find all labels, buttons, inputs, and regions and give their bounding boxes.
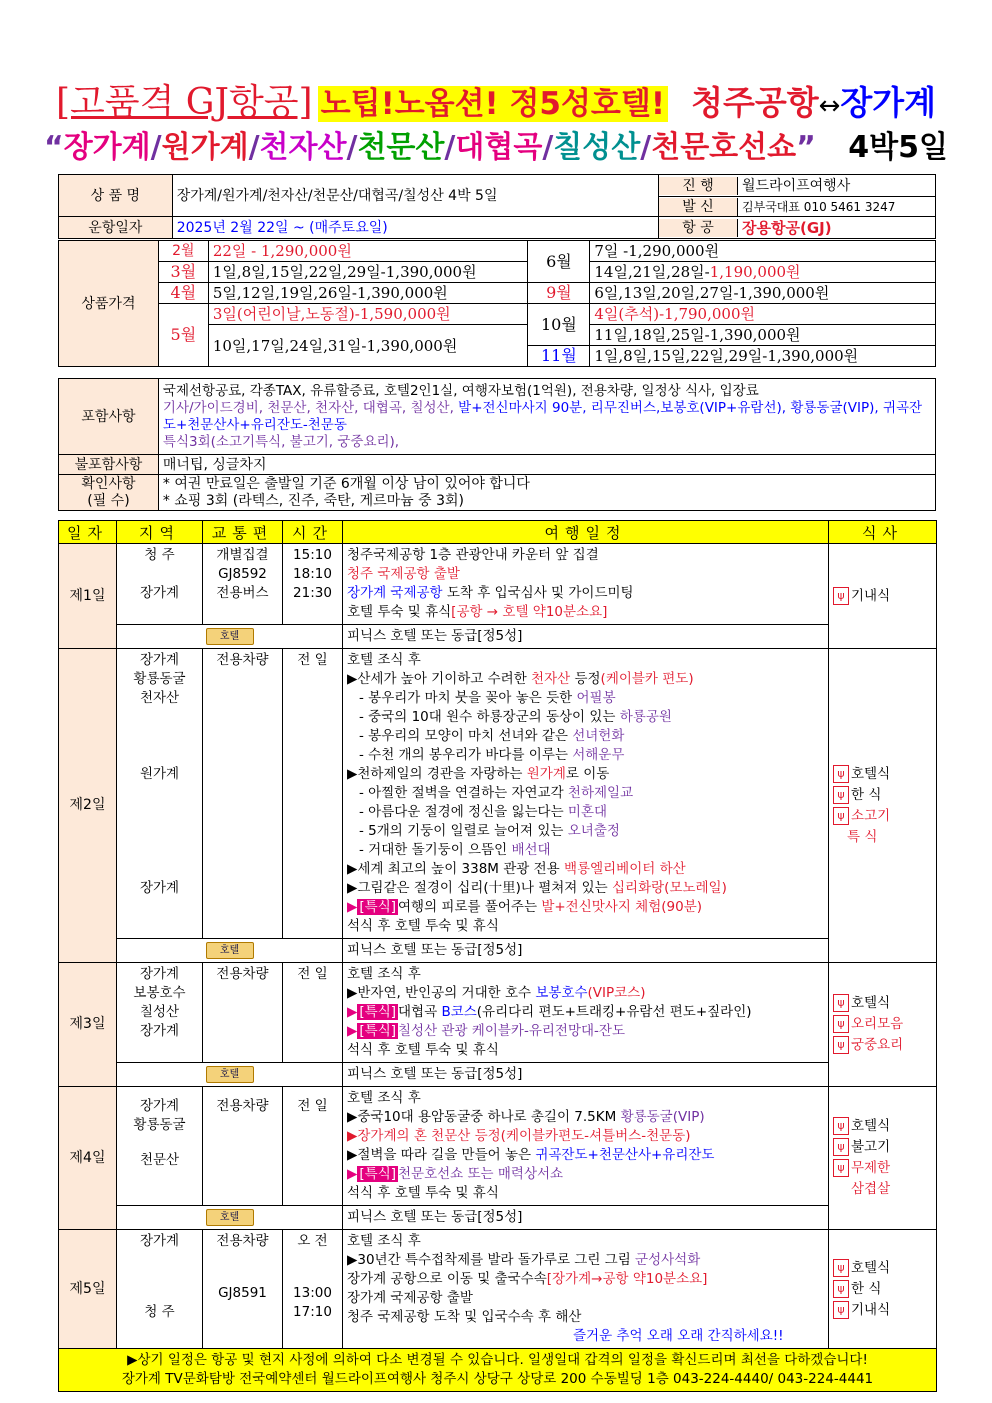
hotel-icon-cell (117, 625, 343, 649)
included-text (158, 379, 935, 455)
meal: 궁중요리 (851, 1037, 904, 1053)
itinerary-highlight: 칠성산 관광 케이블카-유리전망대-잔도 (398, 1023, 625, 1039)
price-feb: 22일 - 1,290,000원 (208, 241, 528, 262)
itinerary-highlight: 원가계 (526, 766, 566, 782)
hotel-icon: 호텔 (206, 1066, 254, 1083)
itinerary-highlight: 보봉호수 (535, 985, 588, 1001)
product-name: 장가계/원가계/천자산/천문산/대협곡/칠성산 4박 5일 (172, 175, 658, 217)
itinerary-cell: 호텔 조식 후 ▶중국10대 용암동굴중 하나로 총길이 7.5KM 황룡동굴(VIP) ▶장가계의 혼 천문산 등정(케이블카편도-셔틀버스-천문동) ▶절벽을 따라 길을 만들어 놓은 귀곡잔도+천문산사+유리잔도 ▶ [특식] 천문호선쇼 또는 매력상서쇼 석식 후 호텔 투숙 및 휴식 (343, 1087, 829, 1206)
price-may-2: 10일,17일,24일,31일-1,390,000원 (208, 325, 528, 367)
month-sep: 9월 (528, 283, 590, 304)
month-jun: 6월 (528, 241, 590, 283)
meal: 호텔식 (851, 995, 891, 1011)
meal: 오리모음 (851, 1016, 904, 1032)
itinerary-line: - 5개의 기둥이 일렬로 늘어져 있는 (359, 823, 568, 839)
subtitle-sep: / (640, 130, 652, 165)
confirm-text (158, 475, 935, 511)
schedule-table (58, 520, 937, 1392)
transport-cell (203, 649, 283, 939)
header-meal: 식사 (829, 521, 937, 544)
itinerary-highlight: (모노레일) (664, 880, 727, 896)
fork-knife-icon: ψ (833, 1015, 849, 1033)
itinerary-cell: 호텔 조식 후 ▶산세가 높아 기이하고 수려한 천자산 등정(케이블카 편도) - 봉우리가 마치 붓을 꽂아 놓은 듯한 어필봉 - 중국의 10대 원수 하룡장군의 동상이 있는 하룡공원 - 봉우리의 모양이 마치 선녀와 같은 선녀헌화 - 수천 개의 봉우리가 바다를 이루는 서해운무 ▶천하제일의 경관을 자랑하는 원가계로 이동 - 아찔한 절벽을 연결하는 자연교각 천하제일교 - 아름다운 절경에 정신을 잃는다는 미혼대 - 5개의 기둥이 일렬로 늘어져 있는 오녀출정 - 거대한 돌기둥이 으뜸인 배선대 ▶세계 최고의 높이 338M 관광 전용 백룡엘리베이터 하산 ▶그림같은 절경이 십리(十里)나 펼쳐져 있는 십리화랑(모노레일) ▶ [특식] 여행의 피로를 풀어주는 발+전신맛사지 체험(90분) 석식 후 호텔 투숙 및 휴식 (343, 649, 829, 939)
itinerary-line: - 거대한 돌기둥이 으뜸인 (359, 842, 512, 858)
confirm-label-1: 확인사항 (81, 475, 136, 492)
itinerary-cell (343, 1230, 829, 1349)
itinerary-line: 석식 후 호텔 투숙 및 휴식 (347, 1042, 499, 1058)
fork-knife-icon: ψ (833, 786, 849, 804)
included-line: 기사/가이드경비, 천문산, 천자산, 대협곡, 칠성산, (162, 399, 454, 416)
itinerary-highlight: B코스 (441, 1004, 477, 1020)
region: 원가계 (139, 766, 180, 782)
confirm-line: * 쇼핑 3회 (라텍스, 진주, 죽탄, 게르마늄 중 3회) (162, 492, 464, 509)
itinerary-line: 청주 국제공항 도착 및 입국수속 후 해산 (347, 1309, 582, 1325)
confirm-label-2: (필 수) (87, 492, 130, 509)
subtitle-item: 칠성산 (553, 130, 641, 165)
region-cell (117, 1230, 203, 1349)
day-label: 제3일 (59, 963, 117, 1087)
transport-cell (203, 1087, 283, 1206)
footer-line: ▶상기 일정은 항공 및 현지 사정에 의하여 다소 변경될 수 있습니다. 일생일대 갑격의 일정을 확신드리며 최선을 다하겠습니다! (127, 1352, 868, 1368)
subtitle-item: 원가계 (161, 130, 249, 165)
region: 청 주 (144, 1304, 175, 1320)
itinerary-highlight: (케이블카편도-셔틀버스-천문동) (500, 1128, 691, 1144)
itinerary-highlight: 미혼대 (567, 804, 608, 820)
time: 오 전 (297, 1233, 328, 1249)
itinerary-line: ▶세계 최고의 높이 338M 관광 전용 (347, 861, 564, 877)
day-label: 제2일 (59, 649, 117, 963)
itinerary-line: - 아름다운 절경에 정신을 잃는다는 (359, 804, 568, 820)
price-oct-1: 4일(추석)-1,790,000원 (590, 304, 936, 325)
title-route-b: 장가계 (840, 83, 937, 122)
itinerary-highlight: 즐거운 추억 오래 오래 간직하세요!! (573, 1328, 784, 1344)
month-may: 5월 (158, 304, 208, 367)
price-may-1: 3일(어린이날,노동절)-1,590,000원 (208, 304, 528, 325)
itinerary-highlight: 선녀헌화 (572, 728, 625, 744)
region: 천자산 (139, 690, 180, 706)
transport-cell (203, 1230, 283, 1349)
hotel-icon-cell (117, 1206, 343, 1230)
subtitle-sep: / (542, 130, 554, 165)
fork-knife-icon: ψ (833, 1138, 849, 1156)
price-jun-2: 14일,21일,28일- (594, 263, 710, 281)
itinerary-line: 청주 국제공항 출발 (347, 566, 460, 582)
time: 21:30 (293, 585, 332, 601)
time-cell (283, 544, 343, 625)
transport: GJ8591 (218, 1285, 267, 1301)
fork-knife-icon: ψ (833, 1117, 849, 1135)
excluded-label: 불포함사항 (59, 455, 159, 475)
special-tag: [특식] (359, 1004, 397, 1020)
itinerary-line: 석식 후 호텔 투숙 및 휴식 (347, 918, 499, 934)
time-cell (283, 963, 343, 1063)
time: 전 일 (297, 1098, 328, 1114)
itinerary-highlight: (VIP코스) (587, 985, 646, 1001)
included-label: 포함사항 (59, 379, 159, 455)
itinerary-highlight: 배선대 (511, 842, 551, 858)
hotel-icon: 호텔 (206, 628, 254, 645)
price-apr: 5일,12일,19일,26일-1,390,000원 (208, 283, 528, 304)
region: 청 주 (144, 547, 175, 563)
transport: 전용차량 (216, 1233, 269, 1249)
special-tag: [특식] (359, 899, 397, 915)
subtitle-item: 천문산 (357, 130, 445, 165)
info-table (58, 174, 936, 239)
subtitle-sep: / (150, 130, 162, 165)
meal: 무제한 (851, 1160, 891, 1176)
itinerary-line: ▶그림같은 절경이 십리(十里)나 펼쳐져 있는 (347, 880, 612, 896)
itinerary-highlight: 천하제일교 (567, 785, 634, 801)
subtitle (0, 122, 992, 166)
fork-knife-icon: ψ (833, 994, 849, 1012)
transport: 전용차량 (216, 1098, 269, 1114)
price-label: 상품가격 (59, 241, 159, 367)
price-sep: 6일,13일,20일,27일-1,390,000원 (590, 283, 936, 304)
itinerary-highlight: 군성사석화 (635, 1252, 701, 1268)
hotel-icon-cell (117, 1063, 343, 1087)
region: 보봉호수 (133, 985, 186, 1001)
meal: 호텔식 (851, 1118, 891, 1134)
hotel-icon-cell (117, 939, 343, 963)
itinerary-line: 여행의 피로를 풀어주는 (398, 899, 542, 915)
date-value: 2025년 2월 22일 ~ (매주토요일) (172, 217, 658, 239)
title-no-tip: 노팁!노옵션! 정5성호텔! (318, 86, 668, 122)
meal-cell (829, 1230, 937, 1349)
subtitle-sep: / (248, 130, 260, 165)
header-itinerary: 여행일정 (343, 521, 829, 544)
itinerary-line: - 봉우리가 마치 붓을 꽂아 놓은 듯한 (359, 690, 577, 706)
meal: 소고기 (851, 807, 891, 824)
region-cell (117, 544, 203, 625)
itinerary-line: 석식 후 호텔 투숙 및 휴식 (347, 1185, 499, 1201)
itinerary-line: 호텔 조식 후 (347, 652, 421, 668)
meal-cell (829, 1087, 937, 1230)
fork-knife-icon: ψ (833, 807, 849, 825)
meal: 한 식 (851, 786, 882, 803)
fork-knife-icon: ψ (833, 1301, 849, 1319)
meal: 기내식 (851, 1301, 891, 1318)
title-route-a: 청주공항 (691, 83, 819, 122)
meal-cell (829, 544, 937, 649)
price-jun-2-red: 1,190,000원 (709, 263, 801, 281)
header-time: 시간 (283, 521, 343, 544)
time: 18:10 (293, 566, 332, 582)
transport: GJ8592 (218, 566, 267, 582)
transport-cell (203, 963, 283, 1063)
month-apr: 4월 (158, 283, 208, 304)
included-line: 특식3회(소고기특식, 불고기, 궁중요리), (162, 433, 400, 450)
region: 황룡동굴 (133, 671, 186, 687)
region: 장가계 (139, 1233, 180, 1249)
itinerary-highlight: 장가계 국제공항 (347, 585, 443, 601)
terms-table (58, 378, 936, 511)
hotel-line: 피닉스 호텔 또는 동급[정5성] (343, 625, 829, 649)
meal: 특 식 (847, 828, 878, 845)
month-mar: 3월 (158, 262, 208, 283)
itinerary-line: 장가계 공항으로 이동 및 출국수속 (347, 1271, 547, 1287)
itinerary-line: (유리다리 편도+트래킹+유람선 편도+짚라인) (476, 1004, 752, 1020)
itinerary-highlight: 하룡공원 (619, 709, 672, 725)
itinerary-line: 등정 (570, 671, 601, 687)
price-mar: 1일,8일,15일,22일,29일-1,390,000원 (208, 262, 528, 283)
special-tag: [특식] (359, 1166, 397, 1182)
header-day: 일자 (59, 521, 117, 544)
month-oct: 10월 (528, 304, 590, 346)
time: 13:00 (293, 1285, 332, 1301)
itinerary-line: - 수천 개의 봉우리가 바다를 이루는 (359, 747, 573, 763)
itinerary-line: ▶산세가 높아 기이하고 수려한 (347, 671, 532, 687)
itinerary-highlight: 십리화랑 (612, 880, 665, 896)
product-label: 상 품 명 (59, 175, 173, 217)
itinerary-highlight: 귀곡잔도+천문산사+유리잔도 (535, 1147, 715, 1163)
price-nov: 1일,8일,15일,22일,29일-1,390,000원 (590, 346, 936, 367)
included-line: 발+전신마사지 90분, 리무진버스,보봉호(VIP+유람선), 황룡동굴(VIP), 귀곡잔도+천문산사+유리잔도-천문동 (162, 399, 923, 433)
fork-knife-icon: ψ (833, 765, 849, 783)
subtitle-item: 천자산 (259, 130, 347, 165)
itinerary-line: ▶천하제일의 경관을 자랑하는 (347, 766, 527, 782)
transport: 전용차량 (216, 966, 269, 982)
time-cell (283, 1230, 343, 1349)
subtitle-quote-open: “ (43, 130, 64, 165)
transport-cell (203, 544, 283, 625)
hotel-icon: 호텔 (206, 942, 254, 959)
itinerary-highlight: ▶장가계의 혼 천문산 등정 (347, 1128, 501, 1144)
itinerary-highlight: (90분) (661, 899, 703, 915)
itinerary-line: ▶절벽을 따라 길을 만들어 놓은 (347, 1147, 536, 1163)
itinerary-line: 호텔 투숙 및 휴식 (347, 604, 452, 620)
itinerary-line: ▶중국10대 용암동굴중 하나로 총길이 7.5KM (347, 1109, 621, 1125)
day-label: 제1일 (59, 544, 117, 649)
subtitle-item: 천문호선쇼 (651, 130, 797, 165)
region: 장가계 (139, 1023, 180, 1039)
meal: 한 식 (851, 1280, 882, 1297)
meal: 불고기 (851, 1139, 891, 1155)
confirm-label (59, 475, 159, 511)
airline-label: 항 공 (659, 219, 738, 237)
subtitle-quote-close: ” (796, 130, 816, 165)
region-cell (117, 1087, 203, 1206)
footer-note (59, 1349, 937, 1392)
subtitle-sep: / (444, 130, 456, 165)
itinerary-highlight: [공항 → 호텔 약10분소요] (451, 604, 608, 620)
fork-knife-icon: ψ (833, 1159, 849, 1177)
itinerary-highlight: 백룡엘리베이터 하산 (564, 861, 686, 877)
region: 장가계 (139, 585, 180, 601)
meal: 기내식 (851, 587, 891, 604)
confirm-line: * 여권 만료일은 출발일 기준 6개월 이상 남이 있어야 합니다 (162, 475, 530, 492)
header-region: 지역 (117, 521, 203, 544)
time: 17:10 (293, 1304, 332, 1320)
transport: 전용차량 (216, 652, 269, 668)
fork-knife-icon: ψ (833, 1036, 849, 1054)
transport: 전용버스 (216, 585, 269, 601)
progress-label: 진 행 (659, 177, 738, 195)
progress-value: 월드라이프여행사 (742, 177, 851, 194)
fork-knife-icon: ψ (833, 587, 849, 605)
time: 전 일 (297, 652, 328, 668)
region-cell (117, 963, 203, 1063)
title-arrow: ↔ (818, 91, 841, 121)
time: 전 일 (297, 966, 328, 982)
main-title (0, 74, 992, 125)
airline-value: 장용항공(GJ) (742, 218, 832, 237)
region: 황룡동굴 (133, 1117, 186, 1133)
itinerary-line: - 중국의 10대 원수 하룡장군의 동상이 있는 (359, 709, 620, 725)
region: 천문산 (139, 1152, 180, 1168)
subtitle-nights: 4박5일 (848, 130, 949, 165)
region: 장가계 (139, 966, 180, 982)
included-line: 국제선항공료, 각종TAX, 유류할증료, 호텔2인1실, 여행자보험(1억원), 전용차량, 일정상 식사, 입장료 (162, 382, 759, 399)
hotel-icon: 호텔 (206, 1209, 254, 1226)
time: 15:10 (293, 547, 332, 563)
region-cell (117, 649, 203, 939)
price-table (58, 240, 936, 367)
hotel-line: 피닉스 호텔 또는 동급[정5성] (343, 1063, 829, 1087)
footer-line: 장가계 TV문화탐방 전국예약센터 월드라이프여행사 청주시 상당구 상당로 200 수동빌딩 1층 043-224-4440/ 043-224-4441 (121, 1371, 874, 1387)
title-gj: [고품격 GJ항공] (55, 82, 313, 123)
time-cell (283, 649, 343, 939)
fork-knife-icon: ψ (833, 1280, 849, 1298)
header-transport: 교통편 (203, 521, 283, 544)
meal: 삼겹살 (851, 1181, 891, 1197)
transport: 개별집결 (216, 547, 269, 563)
subtitle-sep: / (346, 130, 358, 165)
meal-cell (829, 963, 937, 1087)
meal: 호텔식 (851, 765, 891, 782)
itinerary-highlight: 오녀출정 (567, 823, 620, 839)
time-cell (283, 1087, 343, 1206)
hotel-line: 피닉스 호텔 또는 동급[정5성] (343, 939, 829, 963)
region: 장가계 (139, 1098, 180, 1114)
itinerary-line: 로 이동 (565, 766, 610, 782)
sender-value: 김부국대표 010 5461 3247 (742, 199, 896, 214)
region: 칠성산 (139, 1004, 180, 1020)
itinerary-highlight: 황룡동굴(VIP) (620, 1109, 705, 1125)
itinerary-line: 호텔 조식 후 (347, 966, 421, 982)
itinerary-line: 도착 후 입국심사 및 가이드미팅 (442, 585, 634, 601)
itinerary-line: ▶반자연, 반인공의 거대한 호수 (347, 985, 536, 1001)
itinerary-line: 호텔 조식 후 (347, 1090, 421, 1106)
itinerary-highlight: 천문호선쇼 또는 매력상서쇼 (398, 1166, 564, 1182)
hotel-line: 피닉스 호텔 또는 동급[정5성] (343, 1206, 829, 1230)
itinerary-line: 호텔 조식 후 (347, 1233, 421, 1249)
month-nov: 11월 (528, 346, 590, 367)
price-oct-2: 11일,18일,25일-1,390,000원 (590, 325, 936, 346)
subtitle-item: 대협곡 (455, 130, 543, 165)
month-feb: 2월 (158, 241, 208, 262)
price-jun-1: 7일 -1,290,000원 (590, 241, 936, 262)
itinerary-cell (343, 544, 829, 625)
special-tag: [특식] (359, 1023, 397, 1039)
itinerary-highlight: (케이블카 편도) (600, 671, 694, 687)
itinerary-highlight: 서해운무 (572, 747, 625, 763)
region: 장가계 (139, 880, 180, 896)
itinerary-highlight: 어필봉 (576, 690, 616, 706)
itinerary-line: - 봉우리의 모양이 마치 선녀와 같은 (359, 728, 573, 744)
itinerary-highlight: 발+전신맛사지 체험 (541, 899, 662, 915)
date-label: 운항일자 (59, 217, 173, 239)
day-label: 제4일 (59, 1087, 117, 1230)
itinerary-line: 장가계 국제공항 출발 (347, 1290, 473, 1306)
excluded-text: 매너팁, 싱글차지 (158, 455, 935, 475)
meal-cell (829, 649, 937, 963)
itinerary-line: 대협곡 (398, 1004, 442, 1020)
itinerary-highlight: 천자산 (531, 671, 571, 687)
day-label: 제5일 (59, 1230, 117, 1349)
itinerary-line: 청주국제공항 1층 관광안내 카운터 앞 집결 (347, 547, 599, 563)
fork-knife-icon: ψ (833, 1259, 849, 1277)
subtitle-item: 장가계 (63, 130, 151, 165)
itinerary-cell: 호텔 조식 후 ▶반자연, 반인공의 거대한 호수 보봉호수(VIP코스) ▶ [특식] 대협곡 B코스(유리다리 편도+트래킹+유람선 편도+짚라인) ▶ [특식] 칠성산 관광 케이블카-유리전망대-잔도 석식 후 호텔 투숙 및 휴식 (343, 963, 829, 1063)
itinerary-line: - 아찔한 절벽을 연결하는 자연교각 (359, 785, 568, 801)
itinerary-line: ▶30년간 특수접착제를 발라 돌가루로 그린 그림 (347, 1252, 636, 1268)
sender-label: 발 신 (659, 198, 738, 216)
itinerary-highlight: [장가계→공항 약10분소요] (546, 1271, 708, 1287)
meal: 호텔식 (851, 1259, 891, 1276)
region: 장가계 (139, 652, 180, 668)
